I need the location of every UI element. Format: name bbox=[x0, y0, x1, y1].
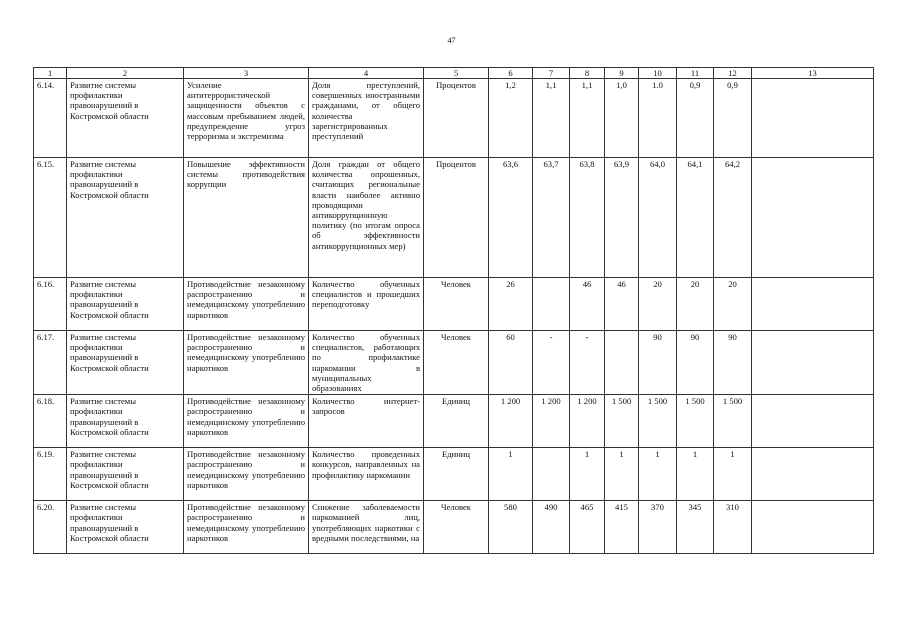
column-header: 4 bbox=[309, 68, 424, 79]
column-header: 11 bbox=[677, 68, 714, 79]
value-cell: 63,6 bbox=[489, 158, 533, 278]
value-cell: 1 bbox=[677, 448, 714, 501]
unit-cell: Человек bbox=[424, 501, 489, 554]
unit-cell: Процентов bbox=[424, 158, 489, 278]
program-cell: Развитие системы профилактики правонарушений в Костромской области bbox=[67, 278, 184, 331]
value-cell: 46 bbox=[605, 278, 639, 331]
value-cell: - bbox=[533, 331, 570, 395]
column-header: 2 bbox=[67, 68, 184, 79]
value-cell: 64,0 bbox=[639, 158, 677, 278]
table-row bbox=[34, 501, 874, 554]
column-header: 3 bbox=[184, 68, 309, 79]
program-cell: Развитие системы профилактики правонарушений в Костромской области bbox=[67, 448, 184, 501]
value-cell: 1,1 bbox=[570, 79, 605, 158]
table-row bbox=[34, 158, 874, 278]
row-number: 6.16. bbox=[34, 278, 67, 331]
value-cell: 63,7 bbox=[533, 158, 570, 278]
task-cell: Противодействие незаконному распространению и немедицинскому употреблению наркотиков bbox=[184, 501, 309, 554]
value-cell bbox=[533, 448, 570, 501]
value-cell: 1 500 bbox=[677, 395, 714, 448]
table-row bbox=[34, 331, 874, 395]
note-cell bbox=[752, 395, 874, 448]
value-cell: 64,2 bbox=[714, 158, 752, 278]
indicator-cell: Количество обученных специалистов и прошедших переподготовку bbox=[309, 278, 424, 331]
value-cell: 63,9 bbox=[605, 158, 639, 278]
indicator-cell: Доля граждан от общего количества опрошенных, считающих региональные власти наиболее активно проводящими антикоррупционную политику (по итогам опроса об эффективности антикоррупционных мер) bbox=[309, 158, 424, 278]
unit-cell: Процентов bbox=[424, 79, 489, 158]
note-cell bbox=[752, 501, 874, 554]
row-number: 6.20. bbox=[34, 501, 67, 554]
value-cell: 1 200 bbox=[489, 395, 533, 448]
value-cell: 1 bbox=[639, 448, 677, 501]
value-cell: 1 bbox=[714, 448, 752, 501]
value-cell: 1 bbox=[605, 448, 639, 501]
program-cell: Развитие системы профилактики правонарушений в Костромской области bbox=[67, 501, 184, 554]
column-header: 9 bbox=[605, 68, 639, 79]
indicator-cell: Снижение заболеваемости наркоманией лиц, употребляющих наркотики с вредными последствиями, на bbox=[309, 501, 424, 554]
indicator-cell: Количество обученных специалистов, работающих по профилактике наркомании в муниципальных образованиях bbox=[309, 331, 424, 395]
column-header: 12 bbox=[714, 68, 752, 79]
column-header: 1 bbox=[34, 68, 67, 79]
value-cell: 64,1 bbox=[677, 158, 714, 278]
value-cell: 90 bbox=[639, 331, 677, 395]
task-cell: Противодействие незаконному распространению и немедицинскому употреблению наркотиков bbox=[184, 331, 309, 395]
indicator-cell: Количество проведенных конкурсов, направленных на профилактику наркомании bbox=[309, 448, 424, 501]
program-cell: Развитие системы профилактики правонарушений в Костромской области bbox=[67, 395, 184, 448]
unit-cell: Единиц bbox=[424, 395, 489, 448]
value-cell: 1 200 bbox=[533, 395, 570, 448]
value-cell: 1 bbox=[570, 448, 605, 501]
value-cell: 1 500 bbox=[639, 395, 677, 448]
note-cell bbox=[752, 278, 874, 331]
value-cell: 415 bbox=[605, 501, 639, 554]
value-cell: 310 bbox=[714, 501, 752, 554]
value-cell bbox=[605, 331, 639, 395]
value-cell: 26 bbox=[489, 278, 533, 331]
value-cell: 90 bbox=[677, 331, 714, 395]
value-cell: 580 bbox=[489, 501, 533, 554]
value-cell: 465 bbox=[570, 501, 605, 554]
page-number: 47 bbox=[447, 36, 456, 45]
table-row bbox=[34, 395, 874, 448]
unit-cell: Человек bbox=[424, 278, 489, 331]
row-number: 6.19. bbox=[34, 448, 67, 501]
header-row bbox=[34, 68, 874, 79]
unit-cell: Человек bbox=[424, 331, 489, 395]
value-cell: - bbox=[570, 331, 605, 395]
value-cell: 490 bbox=[533, 501, 570, 554]
value-cell: 1,1 bbox=[533, 79, 570, 158]
column-header: 8 bbox=[570, 68, 605, 79]
value-cell: 90 bbox=[714, 331, 752, 395]
value-cell: 1 200 bbox=[570, 395, 605, 448]
indicator-cell: Доля преступлений, совершенных иностранными гражданами, от общего количества зарегистрированных преступлений bbox=[309, 79, 424, 158]
note-cell bbox=[752, 448, 874, 501]
program-cell: Развитие системы профилактики правонарушений в Костромской области bbox=[67, 79, 184, 158]
value-cell: 1,2 bbox=[489, 79, 533, 158]
row-number: 6.14. bbox=[34, 79, 67, 158]
value-cell bbox=[533, 278, 570, 331]
value-cell: 63,8 bbox=[570, 158, 605, 278]
column-header: 6 bbox=[489, 68, 533, 79]
value-cell: 370 bbox=[639, 501, 677, 554]
note-cell bbox=[752, 158, 874, 278]
column-header: 10 bbox=[639, 68, 677, 79]
value-cell: 1 bbox=[489, 448, 533, 501]
value-cell: 1 500 bbox=[714, 395, 752, 448]
task-cell: Повышение эффективности системы противодействия коррупции bbox=[184, 158, 309, 278]
program-cell: Развитие системы профилактики правонарушений в Костромской области bbox=[67, 331, 184, 395]
value-cell: 20 bbox=[714, 278, 752, 331]
program-cell: Развитие системы профилактики правонарушений в Костромской области bbox=[67, 158, 184, 278]
column-header: 13 bbox=[752, 68, 874, 79]
task-cell: Противодействие незаконному распространению и немедицинскому употреблению наркотиков bbox=[184, 448, 309, 501]
column-header: 5 bbox=[424, 68, 489, 79]
value-cell: 46 bbox=[570, 278, 605, 331]
value-cell: 345 bbox=[677, 501, 714, 554]
value-cell: 0,9 bbox=[714, 79, 752, 158]
note-cell bbox=[752, 331, 874, 395]
value-cell: 60 bbox=[489, 331, 533, 395]
note-cell bbox=[752, 79, 874, 158]
indicators-table bbox=[33, 67, 874, 554]
value-cell: 1,0 bbox=[605, 79, 639, 158]
value-cell: 20 bbox=[639, 278, 677, 331]
value-cell: 20 bbox=[677, 278, 714, 331]
row-number: 6.18. bbox=[34, 395, 67, 448]
table-row bbox=[34, 448, 874, 501]
value-cell: 0,9 bbox=[677, 79, 714, 158]
unit-cell: Единиц bbox=[424, 448, 489, 501]
task-cell: Противодействие незаконному распространению и немедицинскому употреблению наркотиков bbox=[184, 395, 309, 448]
indicator-cell: Количество интернет-запросов bbox=[309, 395, 424, 448]
row-number: 6.15. bbox=[34, 158, 67, 278]
row-number: 6.17. bbox=[34, 331, 67, 395]
value-cell: 1.0 bbox=[639, 79, 677, 158]
task-cell: Противодействие незаконному распространению и немедицинскому употреблению наркотиков bbox=[184, 278, 309, 331]
value-cell: 1 500 bbox=[605, 395, 639, 448]
column-header: 7 bbox=[533, 68, 570, 79]
table-row bbox=[34, 79, 874, 158]
table-row bbox=[34, 278, 874, 331]
task-cell: Усиление антитеррористической защищенности объектов с массовым пребыванием людей, предупреждение угроз терроризма и экстремизма bbox=[184, 79, 309, 158]
